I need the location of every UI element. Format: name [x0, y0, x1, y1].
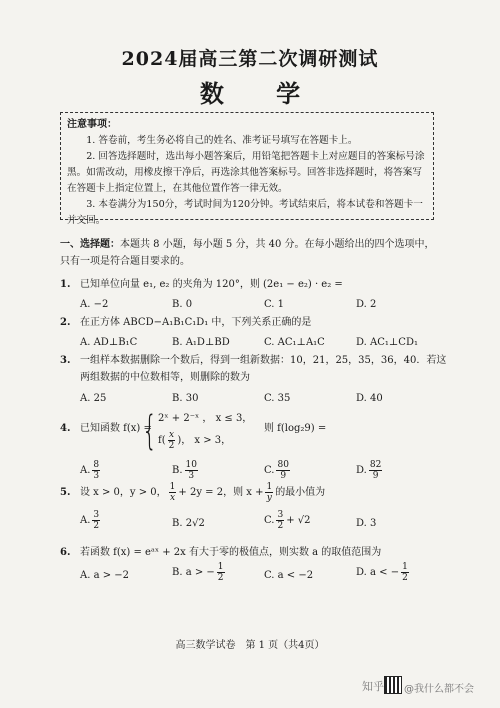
options-row — [80, 334, 450, 354]
qr-code-icon — [384, 676, 402, 694]
section-label: 一、选择题： — [60, 239, 120, 250]
notice-heading: 注意事项： — [67, 119, 117, 130]
option-a: A. $\frac{8}{3}$ — [80, 460, 100, 481]
question-number: 1. — [60, 279, 71, 290]
question-text: 设 x > 0，y > 0， $\frac{1}{x}$ + 2y = 2，则 x + $\frac{1}{y}$ 的最小值为 — [80, 482, 326, 503]
option-c: C. $\frac{3}{2}$ + √2 — [264, 510, 311, 531]
question-number: 4. — [60, 423, 71, 434]
option-a: A. a > −2 — [80, 570, 130, 581]
q4-case-2: f( $\frac{x}{2}$ )， x > 3， — [158, 430, 232, 451]
option-d: D. 2 — [356, 299, 377, 310]
notice-item: 2. 回答选择题时，选出每小题答案后，用铅笔把答题卡上对应题目的答案标号涂黑。如需改动，用橡皮擦干净后，再选涂其他答案标号。回答非选择题时，将答案写在答题卡上指定位置上，在其他位置作答一律无效。 — [67, 151, 425, 194]
q4-case-1: 2ˣ + 2⁻ˣ ， x ≤ 3， — [158, 413, 253, 424]
option-b: B. 0 — [172, 299, 193, 310]
option-a: A. $\frac{3}{2}$ — [80, 510, 100, 531]
option-d: D. 40 — [356, 393, 383, 404]
option-b: B. $\frac{10}{3}$ — [172, 460, 197, 481]
question-5 — [60, 482, 450, 542]
option-d: D. $\frac{82}{9}$ — [356, 460, 382, 481]
question-text: 若函数 f(x) = eᵃˣ + 2x 有大于零的极值点，则实数 a 的取值范围为 — [80, 547, 382, 558]
q4-post: 则 f(log₂9) = — [264, 423, 327, 434]
option-a: A. AD⊥B₁C — [80, 337, 138, 348]
piecewise-function — [80, 410, 450, 460]
option-c: C. 35 — [264, 393, 291, 404]
options-row — [80, 390, 450, 410]
question-text: 已知单位向量 e₁, e₂ 的夹角为 120°，则 (2e₁ − e₂) · e₂ = — [80, 279, 343, 290]
section-heading — [60, 236, 440, 270]
question-number: 5. — [60, 487, 71, 498]
option-a: A. −2 — [80, 299, 109, 310]
notice-item: 3. 本卷满分为150分，考试时间为120分钟。考试结束后，将本试卷和答题卡一并交回。 — [67, 199, 423, 226]
section-text: 本题共 8 小题，每小题 5 分，共 40 分。在每小题给出的四个选项中，只有一项是符合题目要求的。 — [60, 239, 435, 267]
option-a: A. 25 — [80, 393, 107, 404]
watermark-handle: @我什么都不会 — [404, 684, 474, 695]
option-d: D. AC₁⊥CD₁ — [356, 337, 418, 348]
brace-icon: { — [142, 408, 158, 454]
option-b: B. a > − $\frac{1}{2}$ — [172, 562, 224, 583]
option-b: B. A₁D⊥BD — [172, 337, 230, 348]
subject-title: 数 学 — [199, 79, 323, 108]
exam-title: 2024届高三第二次调研测试 — [121, 48, 379, 70]
question-text: 一组样本数据删除一个数后，得到一组新数据：10，21，25，35，36，40．若这两组数据的中位数相等，则删除的数为 — [80, 355, 447, 383]
option-b: B. 2√2 — [172, 518, 205, 529]
option-c: C. AC₁⊥A₁C — [264, 337, 325, 348]
page-footer: 高三数学试卷 第 1 页（共4页） — [175, 640, 325, 651]
question-number: 6. — [60, 547, 71, 558]
option-d: D. a < − $\frac{1}{2}$ — [356, 562, 408, 583]
notice-item: 1. 答卷前，考生务必将自己的姓名、准考证号填写在答题卡上。 — [86, 135, 358, 146]
option-b: B. 30 — [172, 393, 199, 404]
question-4 — [60, 410, 450, 480]
option-c: C. $\frac{80}{9}$ — [264, 460, 289, 481]
options-row — [80, 460, 450, 480]
question-6 — [60, 544, 450, 604]
option-d: D. 3 — [356, 518, 377, 529]
option-c: C. 1 — [264, 299, 285, 310]
options-row — [80, 296, 450, 316]
question-number: 3. — [60, 355, 71, 366]
options-row — [80, 510, 450, 530]
question-number: 2. — [60, 317, 71, 328]
question-text: 在正方体 ABCD−A₁B₁C₁D₁ 中，下列关系正确的是 — [80, 317, 312, 328]
options-row — [80, 562, 450, 582]
q4-pre: 已知函数 f(x) = — [80, 423, 152, 434]
watermark-site: 知乎 — [362, 680, 384, 693]
notice-box — [60, 112, 434, 226]
option-c: C. a < −2 — [264, 570, 314, 581]
